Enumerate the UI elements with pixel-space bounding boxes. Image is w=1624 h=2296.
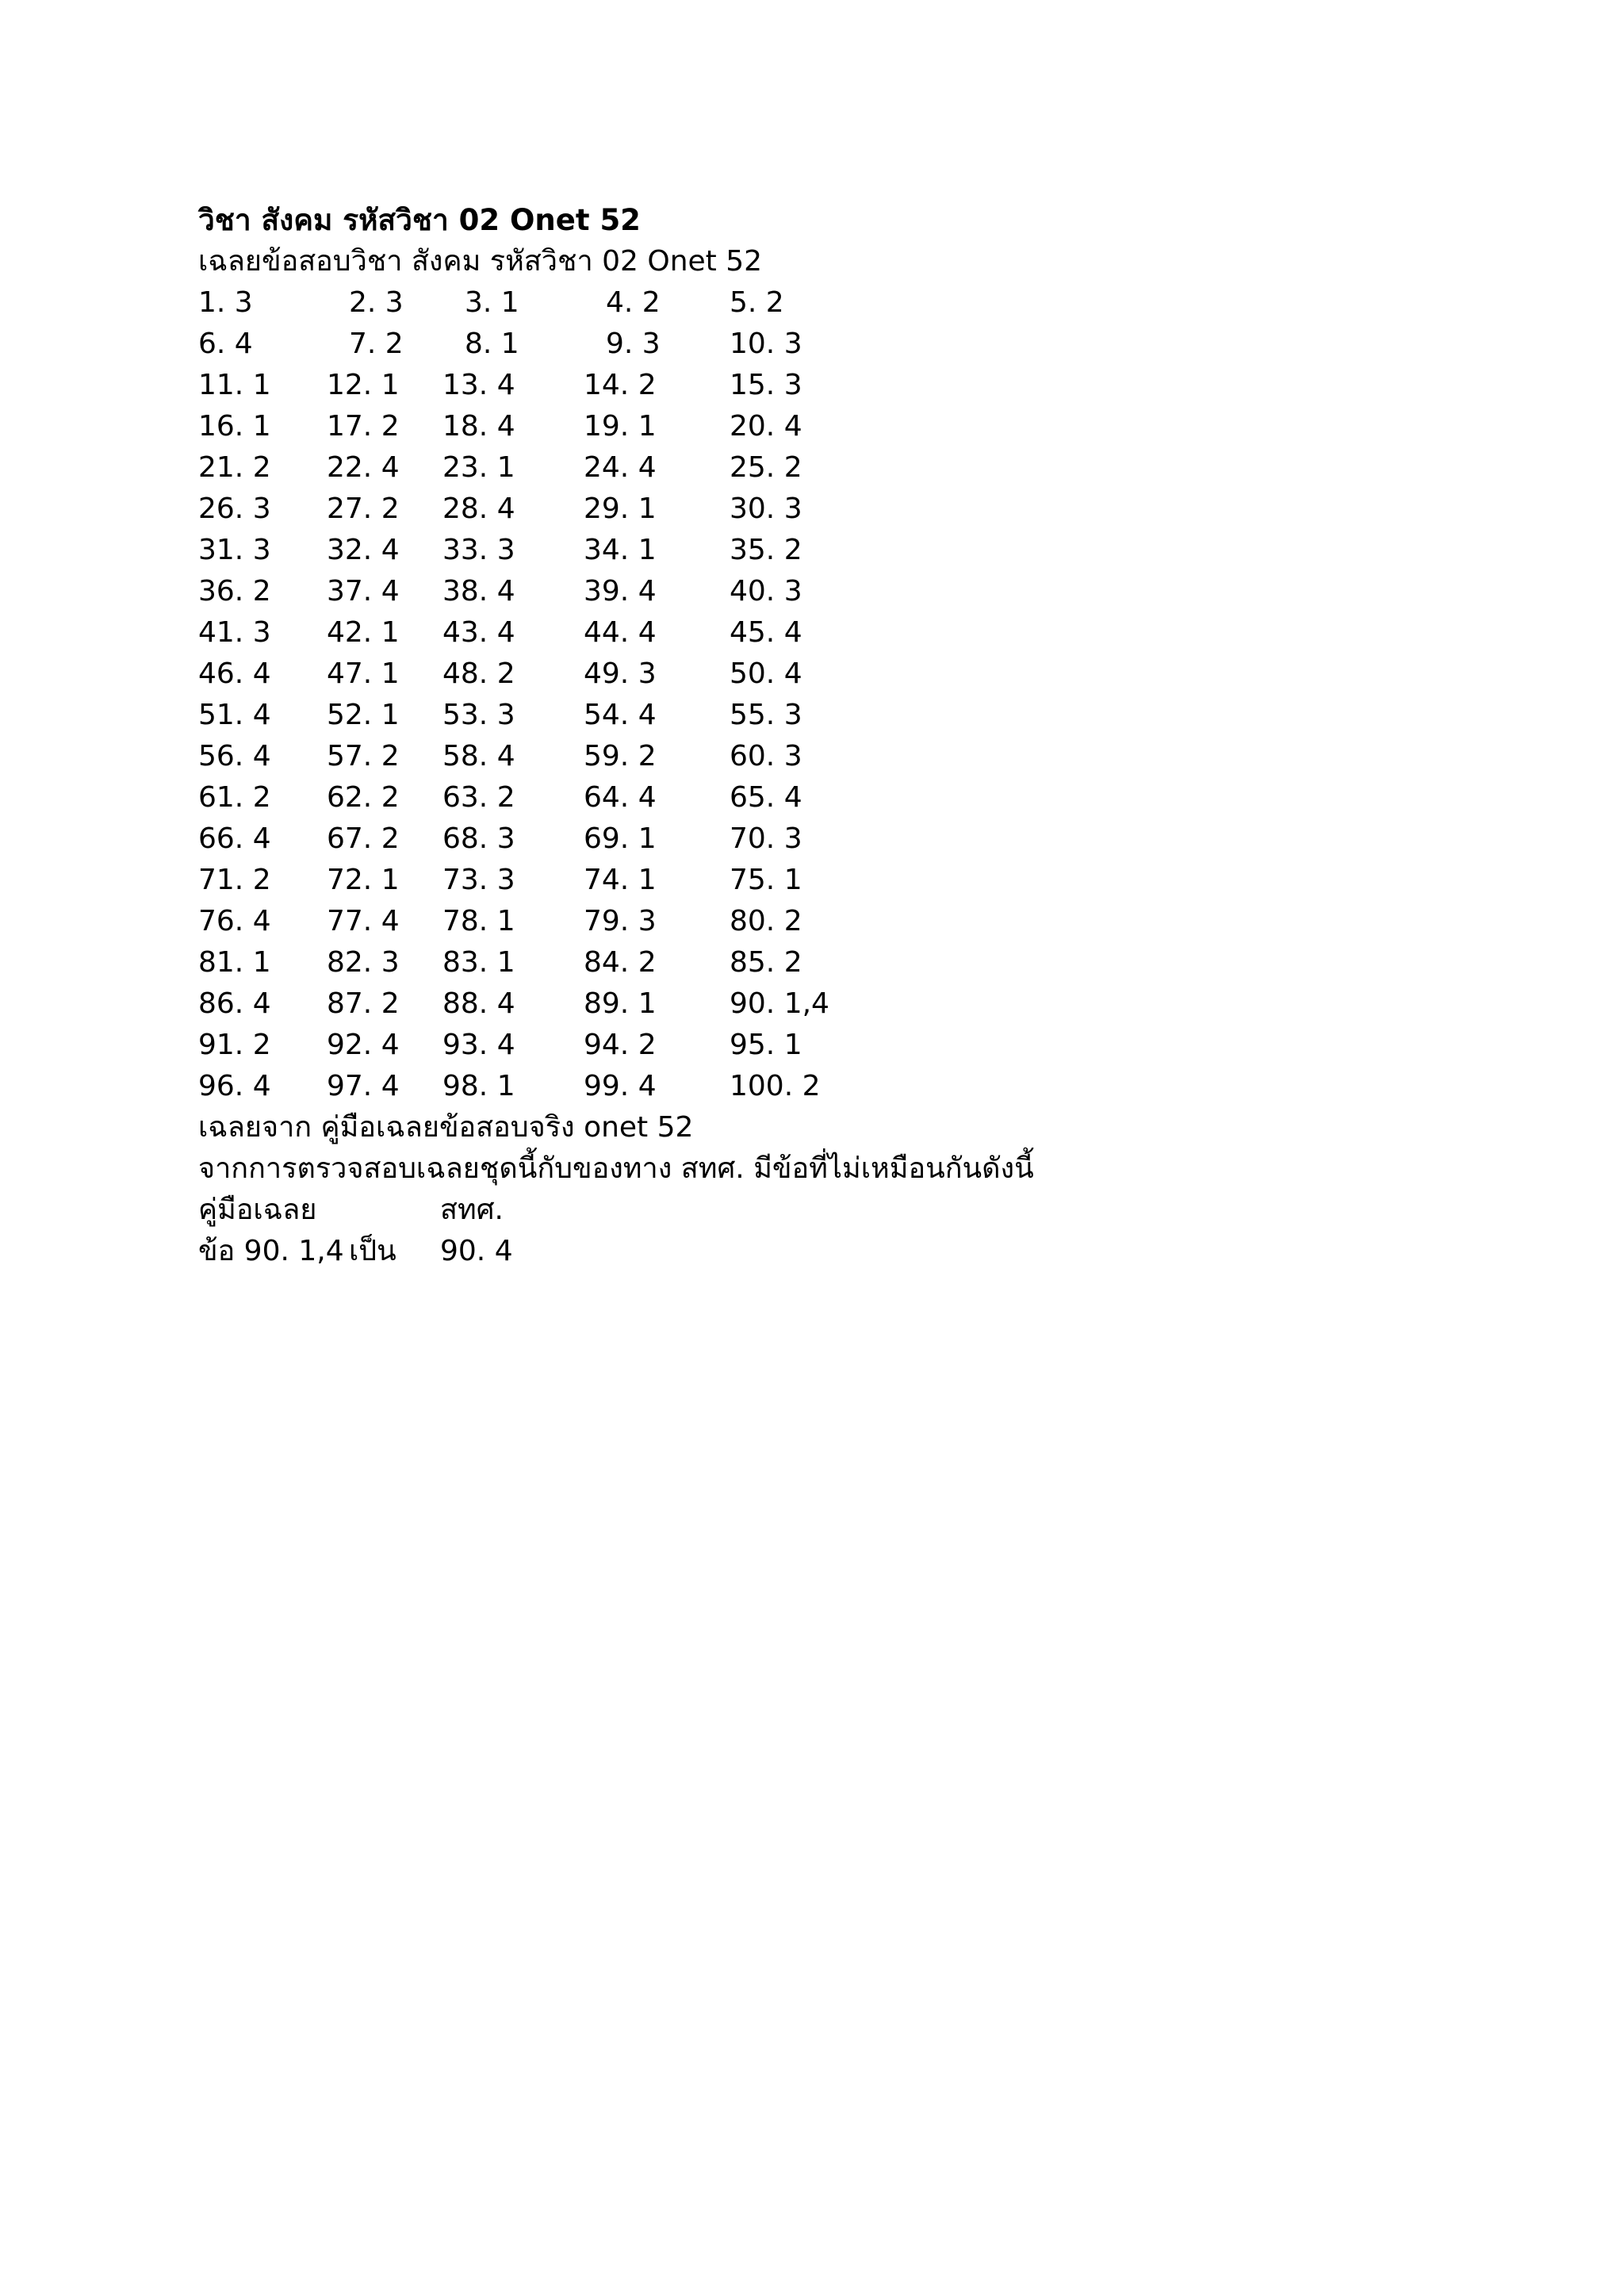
- answer-row: [198, 901, 1467, 942]
- answer-cell: 15. 3: [730, 369, 802, 401]
- comparison-note: จากการตรวจสอบเฉลยชุดนี้กับของทาง สทศ. มีข้อที่ไม่เหมือนกันดังนี้: [198, 1152, 1034, 1185]
- answer-cell: 41. 3: [198, 616, 271, 649]
- answer-cell: 8. 1: [465, 328, 519, 360]
- answer-row: [198, 530, 1467, 571]
- answer-cell: 7. 2: [349, 328, 404, 360]
- answer-cell: 45. 4: [730, 616, 802, 649]
- answer-rows: [198, 282, 1467, 1107]
- answer-row: [198, 942, 1467, 983]
- answer-row: [198, 571, 1467, 612]
- answer-cell: 60. 3: [730, 740, 802, 772]
- answer-cell: 44. 4: [584, 616, 657, 649]
- answer-cell: 23. 1: [442, 451, 515, 484]
- answer-cell: 88. 4: [442, 987, 515, 1020]
- answer-cell: 100. 2: [730, 1070, 821, 1102]
- document-subtitle: เฉลยข้อสอบวิชา สังคม รหัสวิชา 02 Onet 52: [198, 245, 763, 278]
- answer-cell: 14. 2: [584, 369, 657, 401]
- answer-cell: 21. 2: [198, 451, 271, 484]
- answer-cell: 94. 2: [584, 1029, 657, 1061]
- answer-cell: 52. 1: [327, 699, 400, 731]
- answer-cell: 61. 2: [198, 781, 271, 814]
- answer-cell: 67. 2: [327, 822, 400, 855]
- answer-cell: 39. 4: [584, 575, 657, 608]
- answer-cell: 69. 1: [584, 822, 657, 855]
- answer-cell: 2. 3: [349, 286, 404, 319]
- answer-cell: 79. 3: [584, 905, 657, 937]
- answer-cell: 73. 3: [442, 864, 515, 896]
- answer-cell: 97. 4: [327, 1070, 400, 1102]
- answer-cell: 47. 1: [327, 657, 400, 690]
- answer-cell: 76. 4: [198, 905, 271, 937]
- answer-row: [198, 447, 1467, 489]
- answer-cell: 86. 4: [198, 987, 271, 1020]
- answer-row: [198, 736, 1467, 777]
- answer-cell: 58. 4: [442, 740, 515, 772]
- answer-cell: 83. 1: [442, 946, 515, 979]
- answer-cell: 12. 1: [327, 369, 400, 401]
- answer-cell: 96. 4: [198, 1070, 271, 1102]
- answer-cell: 62. 2: [327, 781, 400, 814]
- answer-cell: 35. 2: [730, 534, 802, 566]
- answer-cell: 93. 4: [442, 1029, 515, 1061]
- answer-row: [198, 983, 1467, 1025]
- answer-row: [198, 777, 1467, 818]
- answer-cell: 53. 3: [442, 699, 515, 731]
- answer-row: [198, 1066, 1467, 1107]
- answer-cell: 29. 1: [584, 493, 657, 525]
- answer-cell: 9. 3: [606, 328, 661, 360]
- answer-row: [198, 406, 1467, 447]
- answer-cell: 33. 3: [442, 534, 515, 566]
- answer-cell: 90. 1,4: [730, 987, 829, 1020]
- answer-cell: 81. 1: [198, 946, 271, 979]
- answer-cell: 77. 4: [327, 905, 400, 937]
- answer-row: [198, 818, 1467, 860]
- answer-cell: 59. 2: [584, 740, 657, 772]
- answer-cell: 42. 1: [327, 616, 400, 649]
- answer-cell: 57. 2: [327, 740, 400, 772]
- answer-cell: 54. 4: [584, 699, 657, 731]
- answer-cell: 32. 4: [327, 534, 400, 566]
- answer-cell: 71. 2: [198, 864, 271, 896]
- answer-cell: 48. 2: [442, 657, 515, 690]
- answer-cell: 30. 3: [730, 493, 802, 525]
- answer-cell: 6. 4: [198, 328, 253, 360]
- answer-cell: 56. 4: [198, 740, 271, 772]
- answer-cell: 17. 2: [327, 410, 400, 443]
- answer-cell: 51. 4: [198, 699, 271, 731]
- answer-cell: 37. 4: [327, 575, 400, 608]
- answer-cell: 34. 1: [584, 534, 657, 566]
- answer-cell: 25. 2: [730, 451, 802, 484]
- answer-cell: 92. 4: [327, 1029, 400, 1061]
- answer-cell: 16. 1: [198, 410, 271, 443]
- answer-cell: 24. 4: [584, 451, 657, 484]
- answer-cell: 10. 3: [730, 328, 802, 360]
- answer-cell: 26. 3: [198, 493, 271, 525]
- answer-key-table: [198, 282, 1467, 1107]
- answer-cell: 66. 4: [198, 822, 271, 855]
- answer-cell: 85. 2: [730, 946, 802, 979]
- answer-cell: 68. 3: [442, 822, 515, 855]
- answer-cell: 22. 4: [327, 451, 400, 484]
- answer-cell: 3. 1: [465, 286, 519, 319]
- answer-cell: 82. 3: [327, 946, 400, 979]
- answer-cell: 28. 4: [442, 493, 515, 525]
- answer-cell: 87. 2: [327, 987, 400, 1020]
- comparison-item-right: 90. 4: [440, 1235, 513, 1267]
- answer-cell: 65. 4: [730, 781, 802, 814]
- comparison-item-label: ข้อ 90. 1,4: [198, 1235, 344, 1267]
- answer-cell: 18. 4: [442, 410, 515, 443]
- answer-row: [198, 695, 1467, 736]
- answer-cell: 38. 4: [442, 575, 515, 608]
- document-body: [198, 200, 1467, 1272]
- answer-row: [198, 860, 1467, 901]
- answer-row: [198, 365, 1467, 406]
- answer-cell: 63. 2: [442, 781, 515, 814]
- answer-cell: 72. 1: [327, 864, 400, 896]
- comparison-item-mid: เป็น: [349, 1235, 396, 1267]
- answer-cell: 4. 2: [606, 286, 661, 319]
- answer-row: [198, 489, 1467, 530]
- answer-cell: 36. 2: [198, 575, 271, 608]
- answer-cell: 40. 3: [730, 575, 802, 608]
- answer-row: [198, 612, 1467, 654]
- answer-cell: 89. 1: [584, 987, 657, 1020]
- answer-row: [198, 654, 1467, 695]
- answer-cell: 20. 4: [730, 410, 802, 443]
- comparison-item: [198, 1231, 1467, 1272]
- comparison-header-left: คู่มือเฉลย: [198, 1194, 317, 1226]
- answer-cell: 75. 1: [730, 864, 802, 896]
- answer-cell: 70. 3: [730, 822, 802, 855]
- source-note: เฉลยจาก คู่มือเฉลยข้อสอบจริง onet 52: [198, 1111, 694, 1144]
- answer-cell: 11. 1: [198, 369, 271, 401]
- answer-cell: 98. 1: [442, 1070, 515, 1102]
- answer-cell: 95. 1: [730, 1029, 802, 1061]
- answer-cell: 49. 3: [584, 657, 657, 690]
- answer-cell: 55. 3: [730, 699, 802, 731]
- answer-cell: 99. 4: [584, 1070, 657, 1102]
- answer-row: [198, 324, 1467, 365]
- answer-cell: 5. 2: [730, 286, 784, 319]
- answer-cell: 13. 4: [442, 369, 515, 401]
- answer-cell: 74. 1: [584, 864, 657, 896]
- comparison-header: [198, 1190, 1467, 1231]
- answer-cell: 80. 2: [730, 905, 802, 937]
- answer-cell: 46. 4: [198, 657, 271, 690]
- document-title: วิชา สังคม รหัสวิชา 02 Onet 52: [198, 203, 641, 237]
- answer-row: [198, 282, 1467, 324]
- answer-cell: 50. 4: [730, 657, 802, 690]
- answer-cell: 64. 4: [584, 781, 657, 814]
- answer-cell: 43. 4: [442, 616, 515, 649]
- answer-cell: 27. 2: [327, 493, 400, 525]
- answer-cell: 1. 3: [198, 286, 253, 319]
- answer-cell: 78. 1: [442, 905, 515, 937]
- answer-cell: 91. 2: [198, 1029, 271, 1061]
- answer-cell: 84. 2: [584, 946, 657, 979]
- answer-cell: 31. 3: [198, 534, 271, 566]
- answer-cell: 19. 1: [584, 410, 657, 443]
- answer-row: [198, 1025, 1467, 1066]
- comparison-header-right: สทศ.: [440, 1194, 504, 1226]
